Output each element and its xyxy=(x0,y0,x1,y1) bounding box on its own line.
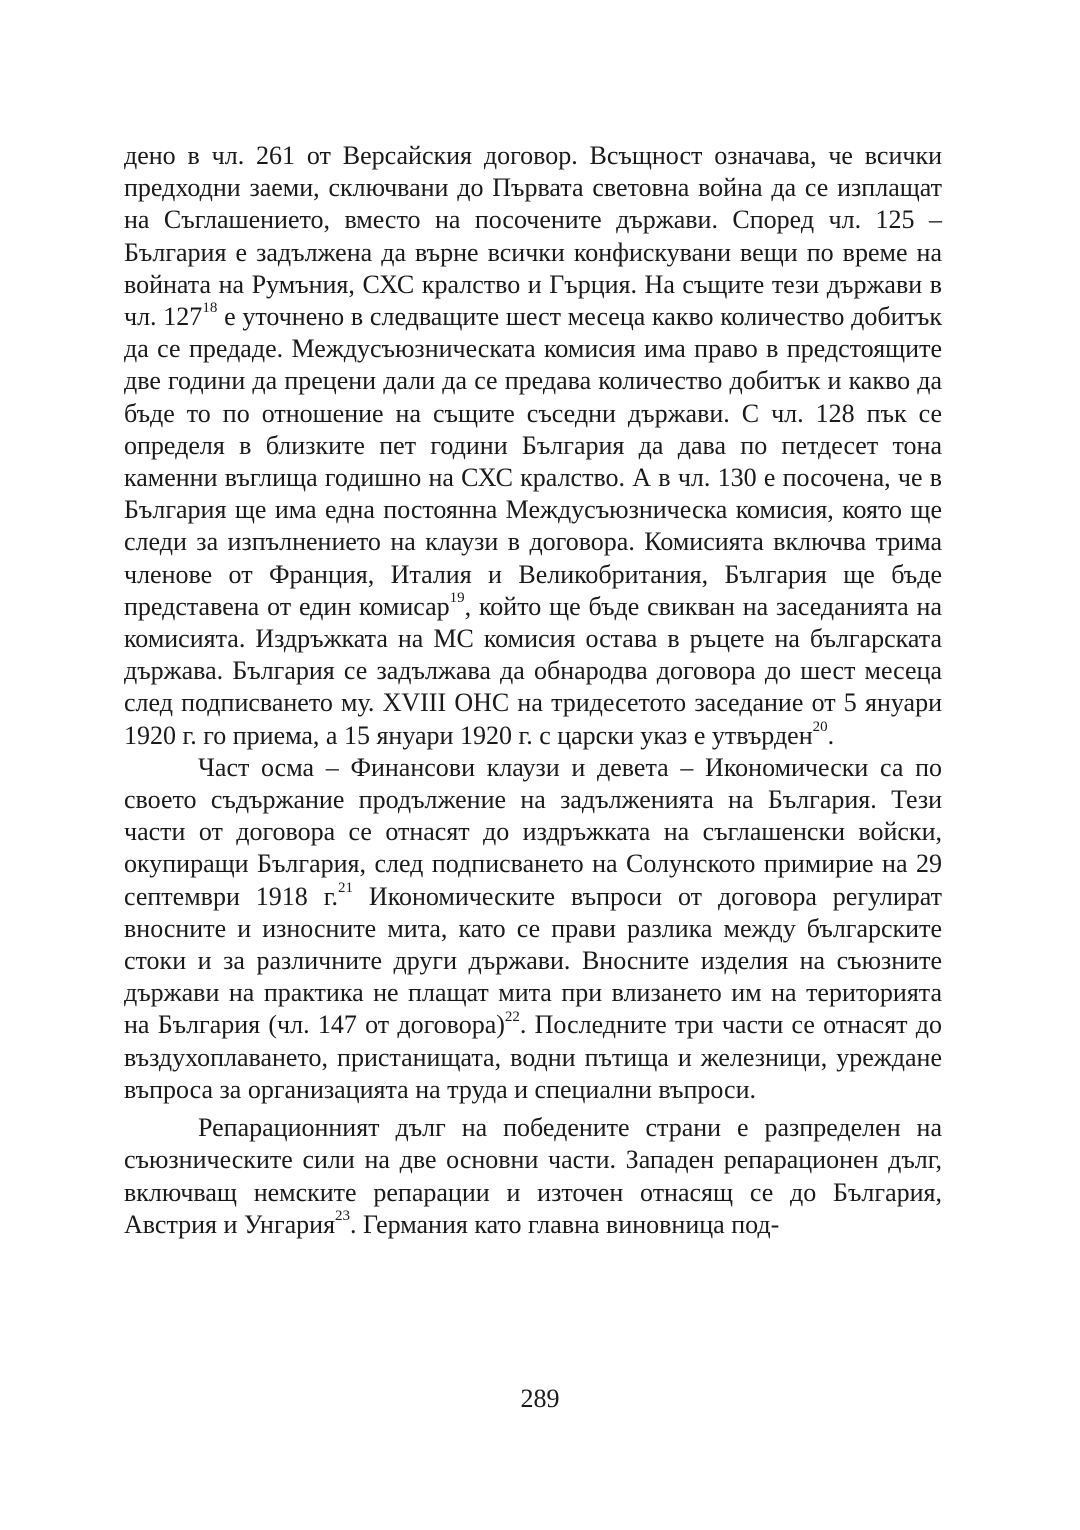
text-run: Част осма – Финансови клаузи и девета – Икономически са по своето съдържание продължение на задълженията на България. Тези части от договора се отнасят до издръжката на съглашенски войски, окупиращи България, след подписването на Солунското примирие на 29 септември 1918 г. xyxy=(124,752,942,911)
text-run: е уточнено в следващите шест месеца какво количество добитък да се предаде. Междусъюзническата комисия има право в предстоящите две години да прецени дали да се предава количество добитък и какво да бъде то по отношение на същите съседни държави. С чл. 128 пък се определя в близките пет години България да дава по петдесет тона каменни въглища годишно на СХС кралство. А в чл. 130 е посочена, че в България ще има една постоянна Междусъюзническа комисия, която ще следи за изпълнението на клаузи в договора. Комисията включва трима членове от Франция, Италия и Великобритания, България ще бъде представена от един комисар xyxy=(124,302,942,621)
text-run: . Последните три части се отнасят до въздухоплаването, пристанищата, водни пътища и железници, уреждане въпроса за организацията на труда и специални въпроси. xyxy=(124,1010,942,1104)
paragraph-1 xyxy=(124,140,942,752)
text-run: . Германия като главна виновница под- xyxy=(350,1209,780,1239)
footnote-marker: 21 xyxy=(337,880,353,897)
paragraph-3 xyxy=(124,1112,942,1241)
footnote-marker: 23 xyxy=(335,1208,351,1225)
text-run: Икономическите въпроси от договора регулират вносните и износните мита, като се прави разлика между българските стоки и за различните други държави. Вносните изделия на съюзните държави на практика не плащат мита при влизането им на територията на България (чл. 147 от договора) xyxy=(124,881,942,1040)
text-run: , който ще бъде свикван на заседанията на комисията. Издръжката на МС комисия остава в ръцете на българската държава. България се задължава да обнародва договора до шест месеца след подписването му. XVIII ОНС на тридесетото заседание от 5 януари 1920 г. го приема, а 15 януари 1920 г. с царски указ е утвърден xyxy=(124,591,942,750)
footnote-marker: 20 xyxy=(812,719,828,735)
footnote-marker: 22 xyxy=(504,1008,520,1025)
footnote-marker: 18 xyxy=(202,300,218,317)
text-run: дено в чл. 261 от Версайския договор. Всъщност означава, че всички предходни заеми, сключвани до Първата световна война да се изплащат на Съглашението, вместо на посочените държави. Според чл. 125 – България е задължена да върне всички конфискувани вещи по време на войната на Румъния, СХС кралство и Гърция. На същите тези държави в чл. 127 xyxy=(124,141,942,332)
page-number: 289 xyxy=(520,1384,560,1413)
footnote-marker: 19 xyxy=(449,590,465,607)
paragraph-2 xyxy=(124,752,942,1106)
body-text xyxy=(124,140,942,1241)
text-run: . xyxy=(827,720,835,750)
text-run: Репарационният дълг на победените страни е разпределен на съюзническите сили на две основни части. Западен репарационен дълг, включващ немските репарации и източен отнасящ се до България, Австрия и Унгария xyxy=(124,1113,942,1239)
